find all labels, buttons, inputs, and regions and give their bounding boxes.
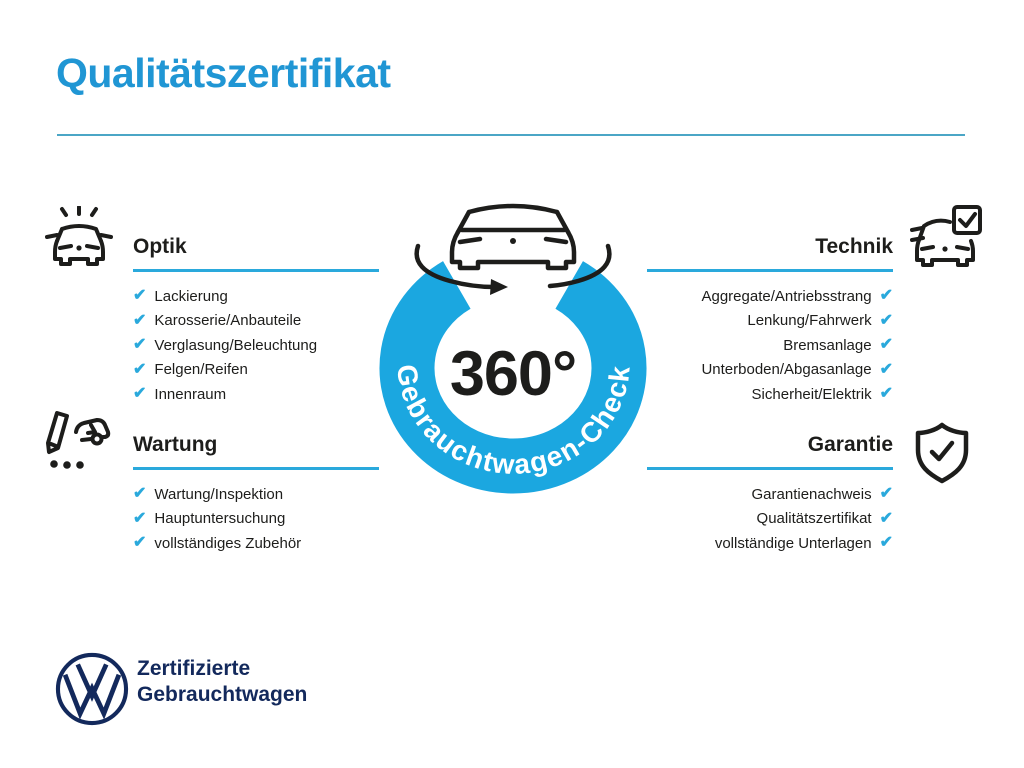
- list-item: [133, 382, 379, 407]
- item-label: Lenkung/Fahrwerk: [747, 312, 872, 330]
- check-icon: ✔: [879, 485, 893, 503]
- shield-check-icon: [914, 422, 970, 484]
- check-icon: ✔: [879, 385, 893, 403]
- check-icon: ✔: [133, 385, 147, 403]
- item-label: Wartung/Inspektion: [154, 485, 284, 503]
- section-title-wartung: Wartung: [133, 432, 379, 470]
- section-title-optik: Optik: [133, 234, 379, 272]
- section-wartung: [133, 432, 379, 556]
- vw-logo: [54, 651, 130, 732]
- list-item: [133, 284, 379, 309]
- list-item: [647, 309, 893, 334]
- check-icon: ✔: [133, 336, 147, 354]
- section-technik: [647, 234, 893, 407]
- check-icon: ✔: [133, 509, 147, 527]
- degree-label: 360°: [449, 339, 577, 409]
- item-label: Verglasung/Beleuchtung: [154, 336, 318, 354]
- item-label: Hauptuntersuchung: [154, 510, 286, 528]
- section-garantie: [647, 432, 893, 556]
- check-icon: ✔: [133, 534, 147, 552]
- list-item: [133, 531, 379, 556]
- item-label: Karosserie/Anbauteile: [154, 312, 302, 330]
- check-icon: ✔: [879, 311, 893, 329]
- check-icon: ✔: [133, 287, 147, 305]
- check-icon: ✔: [879, 287, 893, 305]
- badge-360-check: [352, 190, 674, 515]
- car-shine-icon: [44, 206, 114, 270]
- item-label: Garantienachweis: [751, 485, 872, 503]
- list-item: [647, 482, 893, 507]
- garantie-list: [647, 482, 893, 556]
- wartung-list: [133, 482, 379, 556]
- ring-label: Gebrauchtwagen-Check: [390, 362, 636, 481]
- list-item: [647, 333, 893, 358]
- list-item: [647, 507, 893, 532]
- item-label: Bremsanlage: [783, 336, 872, 354]
- check-icon: ✔: [133, 360, 147, 378]
- item-label: vollständige Unterlagen: [714, 534, 872, 552]
- list-item: [133, 333, 379, 358]
- check-icon: ✔: [879, 509, 893, 527]
- page-title: Qualitätszertifikat: [56, 50, 391, 96]
- list-item: [647, 531, 893, 556]
- item-label: Innenraum: [154, 385, 227, 403]
- car-rotate-icon: [417, 206, 610, 295]
- item-label: Aggregate/Antriebsstrang: [701, 287, 872, 305]
- check-icon: ✔: [133, 485, 147, 503]
- check-icon: ✔: [879, 336, 893, 354]
- car-checklist-icon: [908, 204, 984, 272]
- item-label: vollständiges Zubehör: [154, 534, 302, 552]
- item-label: Sicherheit/Elektrik: [751, 385, 872, 403]
- section-title-technik: Technik: [647, 234, 893, 272]
- list-item: [647, 382, 893, 407]
- list-item: [133, 358, 379, 383]
- title-divider: [57, 134, 965, 136]
- check-icon: ✔: [133, 311, 147, 329]
- item-label: Lackierung: [154, 287, 228, 305]
- item-label: Felgen/Reifen: [154, 361, 248, 379]
- technik-list: [647, 284, 893, 407]
- list-item: [133, 309, 379, 334]
- item-label: Qualitätszertifikat: [756, 510, 872, 528]
- list-item: [647, 284, 893, 309]
- list-item: [647, 358, 893, 383]
- list-item: [133, 482, 379, 507]
- footer-brand-text: [137, 656, 307, 708]
- check-icon: ✔: [879, 360, 893, 378]
- service-pencil-van-icon: [44, 408, 114, 472]
- footer-brand-line2: Gebrauchtwagen: [137, 683, 308, 706]
- list-item: [133, 507, 379, 532]
- ring-graphic: [352, 190, 674, 510]
- item-label: Unterboden/Abgasanlage: [701, 361, 872, 379]
- optik-list: [133, 284, 379, 407]
- check-icon: ✔: [879, 534, 893, 552]
- section-optik: [133, 234, 379, 407]
- section-title-garantie: Garantie: [647, 432, 893, 470]
- footer-brand-line1: Zertifizierte: [137, 657, 251, 680]
